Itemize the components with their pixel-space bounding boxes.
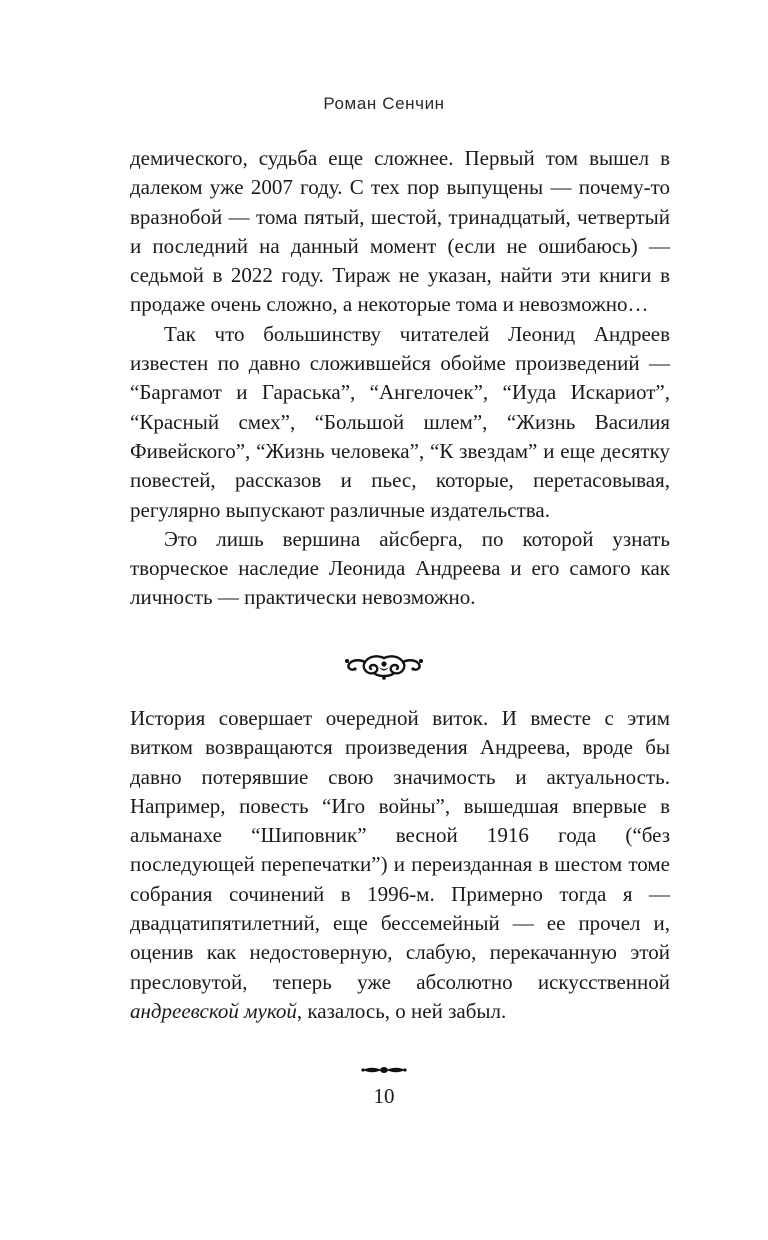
italic-phrase: андреевской мукой	[130, 998, 297, 1023]
paragraph: Это лишь вершина айсберга, по которой узнать творческое наследие Леонида Андреева и его самого как личность — практически невозможно.	[130, 526, 670, 610]
text-block-lower	[130, 704, 670, 1026]
section-divider-ornament-svg	[343, 653, 425, 681]
paragraph	[130, 704, 670, 1026]
running-head-author: Роман Сенчин	[323, 94, 445, 113]
paragraph: Так что большинству читателей Леонид Андреев известен по давно сложившейся обойме произведений — “Баргамот и Гараська”, “Ангелочек”, “Иуда Искариот”, “Красный смех”, “Большой шлем”, “Жизнь Василия Фивейского”, “Жизнь человека”, “К звездам” и еще десятку повестей, рассказов и пьес, которые, перетасовывая, регулярно выпускают различные издательства.	[130, 321, 670, 522]
paragraph-continuation: демического, судьба еще сложнее. Первый том вышел в далеком уже 2007 году. С тех пор выпущены — почему-то вразнобой — тома пятый, шестой, тринадцатый, четвертый и последний на данный момент (если не ошибаюсь) — седьмой в 2022 году. Тираж не указан, найти эти книги в продаже очень сложно, а некоторые тома и невозможно…	[130, 146, 670, 317]
page-number: 10	[373, 1084, 395, 1108]
footer-flourish-svg	[361, 1064, 407, 1076]
text-block-upper	[130, 144, 670, 613]
section-divider-ornament-icon	[0, 653, 768, 681]
paragraph-text-start: История совершает очередной виток. И вместе с этим витком возвращаются произведения Андреева, вроде бы давно потерявшие свою значимость и актуальность. Например, повесть “Иго войны”, вышедшая впервые в альманахе “Шиповник” весной 1916 года (“без последующей перепечатки”) и переизданная в шестом томе собрания сочинений в 1996-м. Примерно тогда я — двадцатипятилетний, еще бессемейный — ее прочел и, оценив как недостоверную, слабую, перекачанную этой пресловутой, теперь уже абсолютно искусственной	[130, 706, 670, 994]
footer-flourish-ornament-icon	[0, 1064, 768, 1076]
paragraph-text-end: , казалось, о ней забыл.	[296, 998, 507, 1023]
